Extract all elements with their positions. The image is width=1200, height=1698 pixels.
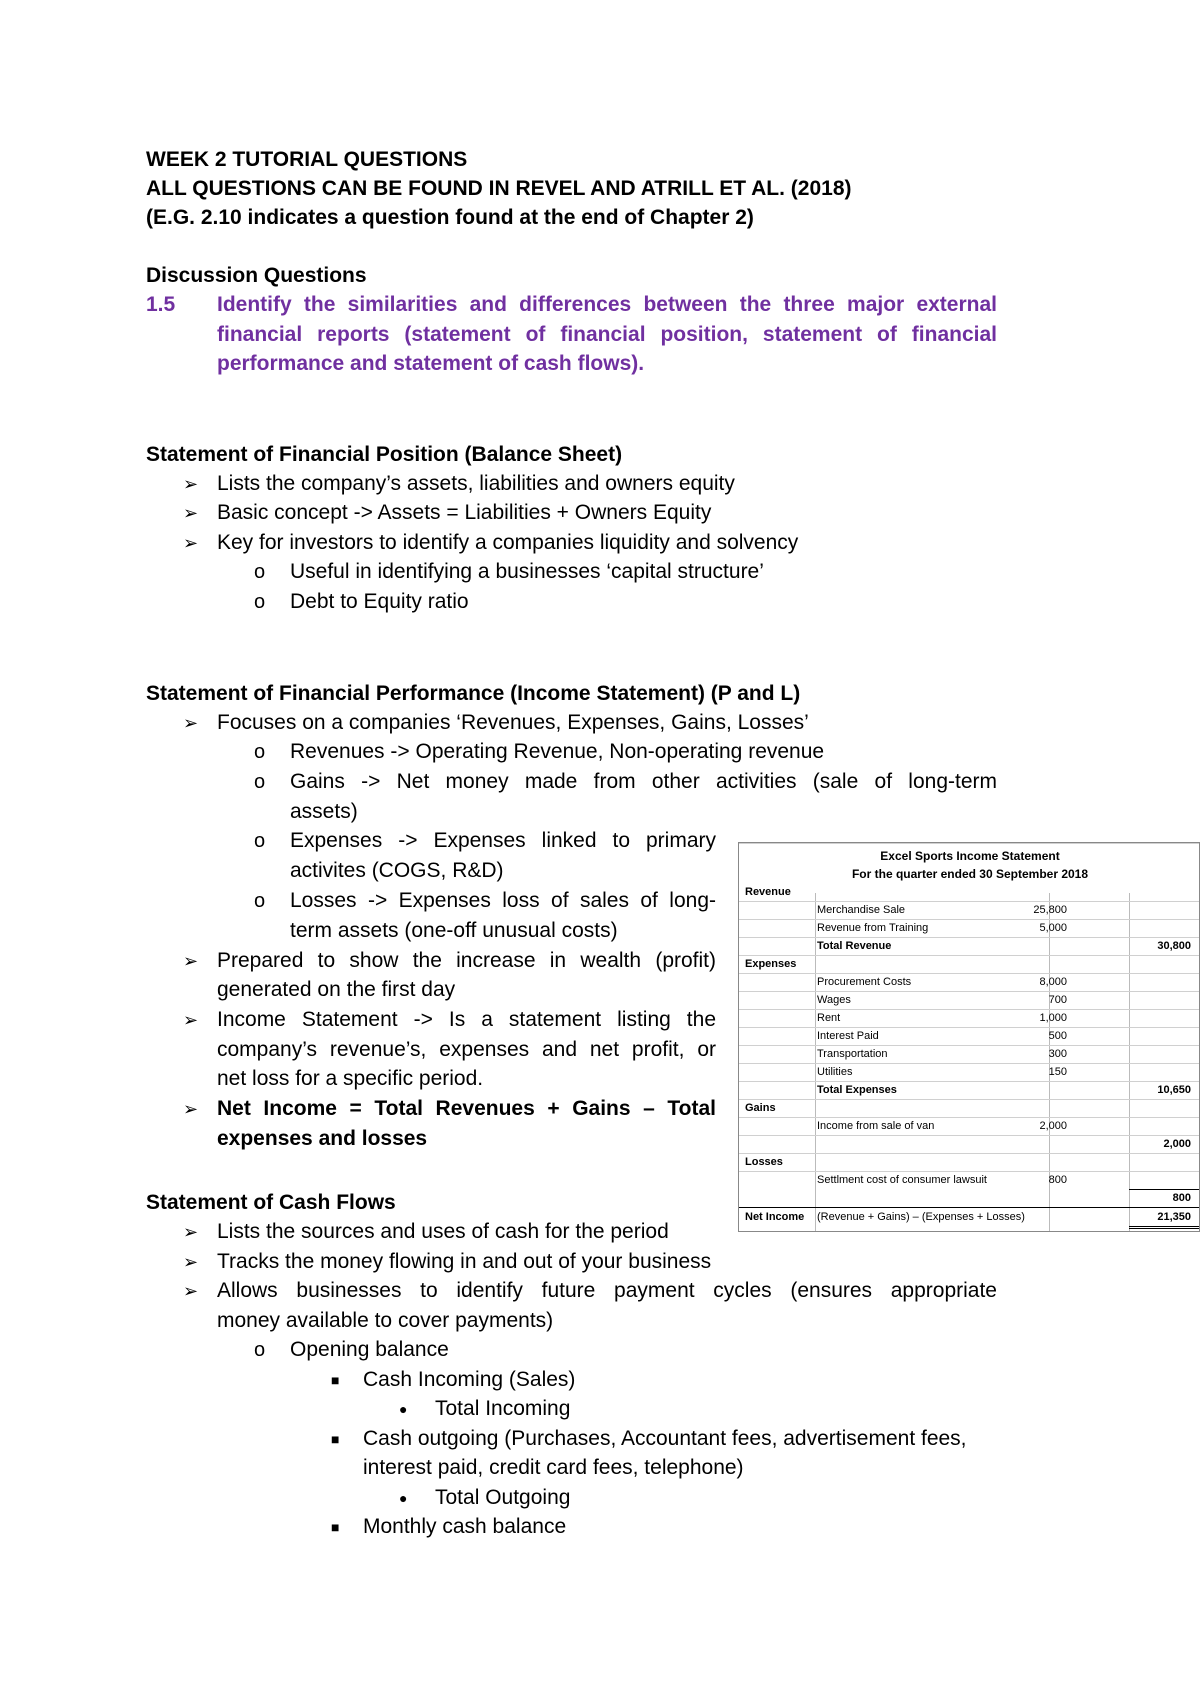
list-item: Tracks the money flowing in and out of your business (217, 1250, 712, 1273)
table-value: 2,000 (1163, 1138, 1191, 1150)
list-item: assets) (290, 800, 358, 823)
list-item: Focuses on a companies ‘Revenues, Expenses, Gains, Losses’ (217, 711, 809, 734)
list-item: Debt to Equity ratio (290, 590, 469, 613)
grid-line (739, 1063, 1199, 1064)
table-value: 700 (1048, 994, 1067, 1006)
list-item: Prepared to show the increase in wealth (profit) (217, 949, 716, 972)
circle-bullet-icon: o (254, 890, 266, 912)
grid-line (1129, 1189, 1199, 1190)
list-item: Opening balance (290, 1338, 449, 1361)
discussion-heading: Discussion Questions (146, 264, 367, 287)
grid-line (739, 1009, 1199, 1010)
question-line: performance and statement of cash flows). (217, 352, 645, 375)
square-bullet-icon: ■ (331, 1372, 340, 1388)
list-item: Lists the sources and uses of cash for the period (217, 1220, 669, 1243)
circle-bullet-icon: o (254, 561, 266, 583)
header-source: ALL QUESTIONS CAN BE FOUND IN REVEL AND ATRILL ET AL. (2018) (146, 177, 852, 200)
list-item: interest paid, credit card fees, telephone) (363, 1456, 744, 1479)
grid-line (815, 893, 816, 1231)
circle-bullet-icon: o (254, 591, 266, 613)
grid-line (739, 1027, 1199, 1028)
income-statement-table (738, 842, 1200, 1232)
list-item: Total Incoming (435, 1397, 571, 1420)
list-item: Useful in identifying a businesses ‘capital structure’ (290, 560, 764, 583)
table-value: 21,350 (1157, 1211, 1191, 1223)
list-item: Monthly cash balance (363, 1515, 567, 1538)
table-row: Settlment cost of consumer lawsuit (817, 1174, 987, 1186)
table-title: Excel Sports Income Statement (880, 849, 1060, 863)
table-value: 300 (1048, 1048, 1067, 1060)
list-item: Gains -> Net money made from other activities (sale of long-term (290, 770, 997, 793)
grid-line (739, 1153, 1199, 1154)
grid-line (739, 1099, 1199, 1100)
table-value: 5,000 (1039, 922, 1067, 934)
section-label: Losses (745, 1156, 783, 1168)
square-bullet-icon: ■ (331, 1519, 340, 1535)
header-note: (E.G. 2.10 indicates a question found at the end of Chapter 2) (146, 206, 754, 229)
question-number: 1.5 (146, 293, 176, 316)
grid-line (739, 843, 1199, 844)
grid-line (739, 955, 1199, 956)
list-item: Lists the company’s assets, liabilities and owners equity (217, 472, 735, 495)
table-row: Merchandise Sale (817, 904, 906, 916)
list-item: term assets (one-off unusual costs) (290, 919, 618, 942)
table-row: Procurement Costs (817, 976, 912, 988)
table-row: Interest Paid (817, 1030, 879, 1042)
grid-line (739, 1045, 1199, 1046)
grid-line (739, 1135, 1199, 1136)
table-value: 800 (1048, 1174, 1067, 1186)
header-title: WEEK 2 TUTORIAL QUESTIONS (146, 148, 468, 171)
dot-bullet-icon: ● (399, 1401, 408, 1417)
list-item: Total Outgoing (435, 1486, 571, 1509)
list-item: net loss for a specific period. (217, 1067, 484, 1090)
grid-line (1129, 1226, 1199, 1229)
table-row: (Revenue + Gains) – (Expenses + Losses) (817, 1211, 1025, 1223)
table-value: 1,000 (1039, 1012, 1067, 1024)
list-item: Income Statement -> Is a statement listing the (217, 1008, 716, 1031)
list-item: Key for investors to identify a companies liquidity and solvency (217, 531, 799, 554)
table-row: Utilities (817, 1066, 853, 1078)
arrow-bullet-icon: ➢ (183, 1010, 199, 1030)
circle-bullet-icon: o (254, 741, 266, 763)
question-line: Identify the similarities and differences between the three major external (217, 293, 997, 316)
grid-line (739, 973, 1199, 974)
cash-heading: Statement of Cash Flows (146, 1191, 396, 1214)
formula-line: expenses and losses (217, 1127, 428, 1150)
section-label: Net Income (745, 1211, 805, 1223)
table-value: 8,000 (1039, 976, 1067, 988)
arrow-bullet-icon: ➢ (183, 713, 199, 733)
arrow-bullet-icon: ➢ (183, 474, 199, 494)
list-item: money available to cover payments) (217, 1309, 554, 1332)
list-item: company’s revenue’s, expenses and net profit, or (217, 1038, 716, 1061)
list-item: Cash Incoming (Sales) (363, 1368, 576, 1391)
circle-bullet-icon: o (254, 771, 266, 793)
table-row: Transportation (817, 1048, 888, 1060)
sofperf-heading: Statement of Financial Performance (Income Statement) (P and L) (146, 682, 801, 705)
grid-line (739, 1171, 1199, 1172)
table-value: 25,800 (1033, 904, 1067, 916)
list-item: Allows businesses to identify future payment cycles (ensures appropriate (217, 1279, 997, 1302)
grid-line (739, 1207, 1199, 1208)
list-item: Expenses -> Expenses linked to primary (290, 829, 716, 852)
table-subtitle: For the quarter ended 30 September 2018 (851, 867, 1089, 881)
circle-bullet-icon: o (254, 830, 266, 852)
table-row: Revenue from Training (817, 922, 929, 934)
grid-line (739, 1117, 1199, 1118)
table-value: 10,650 (1157, 1084, 1191, 1096)
grid-line (739, 937, 1199, 938)
list-item: activites (COGS, R&D) (290, 859, 504, 882)
section-label: Revenue (745, 886, 791, 898)
list-item: Basic concept -> Assets = Liabilities + Owners Equity (217, 501, 712, 524)
table-row: Wages (817, 994, 851, 1006)
grid-line (739, 1081, 1199, 1082)
list-item: Revenues -> Operating Revenue, Non-operating revenue (290, 740, 825, 763)
arrow-bullet-icon: ➢ (183, 503, 199, 523)
circle-bullet-icon: o (254, 1339, 266, 1361)
grid-line (739, 991, 1199, 992)
table-value: 500 (1048, 1030, 1067, 1042)
arrow-bullet-icon: ➢ (183, 1222, 199, 1242)
list-item: generated on the first day (217, 978, 456, 1001)
grid-line (1129, 893, 1130, 1231)
list-item: Losses -> Expenses loss of sales of long- (290, 889, 716, 912)
arrow-bullet-icon: ➢ (183, 533, 199, 553)
section-label: Gains (745, 1102, 776, 1114)
question-line: financial reports (statement of financial position, statement of financial (217, 323, 997, 346)
section-label: Expenses (745, 958, 797, 970)
table-row: Income from sale of van (817, 1120, 935, 1132)
list-item: Cash outgoing (Purchases, Accountant fees, advertisement fees, (363, 1427, 967, 1450)
table-row: Total Revenue (817, 940, 892, 952)
arrow-bullet-icon: ➢ (183, 951, 199, 971)
table-value: 150 (1048, 1066, 1067, 1078)
arrow-bullet-icon: ➢ (183, 1252, 199, 1272)
arrow-bullet-icon: ➢ (183, 1281, 199, 1301)
dot-bullet-icon: ● (399, 1490, 408, 1506)
table-row: Total Expenses (817, 1084, 897, 1096)
table-value: 30,800 (1157, 940, 1191, 952)
table-row: Rent (817, 1012, 841, 1024)
sofp-heading: Statement of Financial Position (Balance Sheet) (146, 443, 623, 466)
arrow-bullet-icon: ➢ (183, 1099, 199, 1119)
square-bullet-icon: ■ (331, 1431, 340, 1447)
grid-line (739, 901, 1199, 902)
formula-line: Net Income = Total Revenues + Gains – Total (217, 1097, 716, 1120)
table-value: 2,000 (1039, 1120, 1067, 1132)
grid-line (739, 919, 1199, 920)
table-value: 800 (1172, 1192, 1191, 1204)
